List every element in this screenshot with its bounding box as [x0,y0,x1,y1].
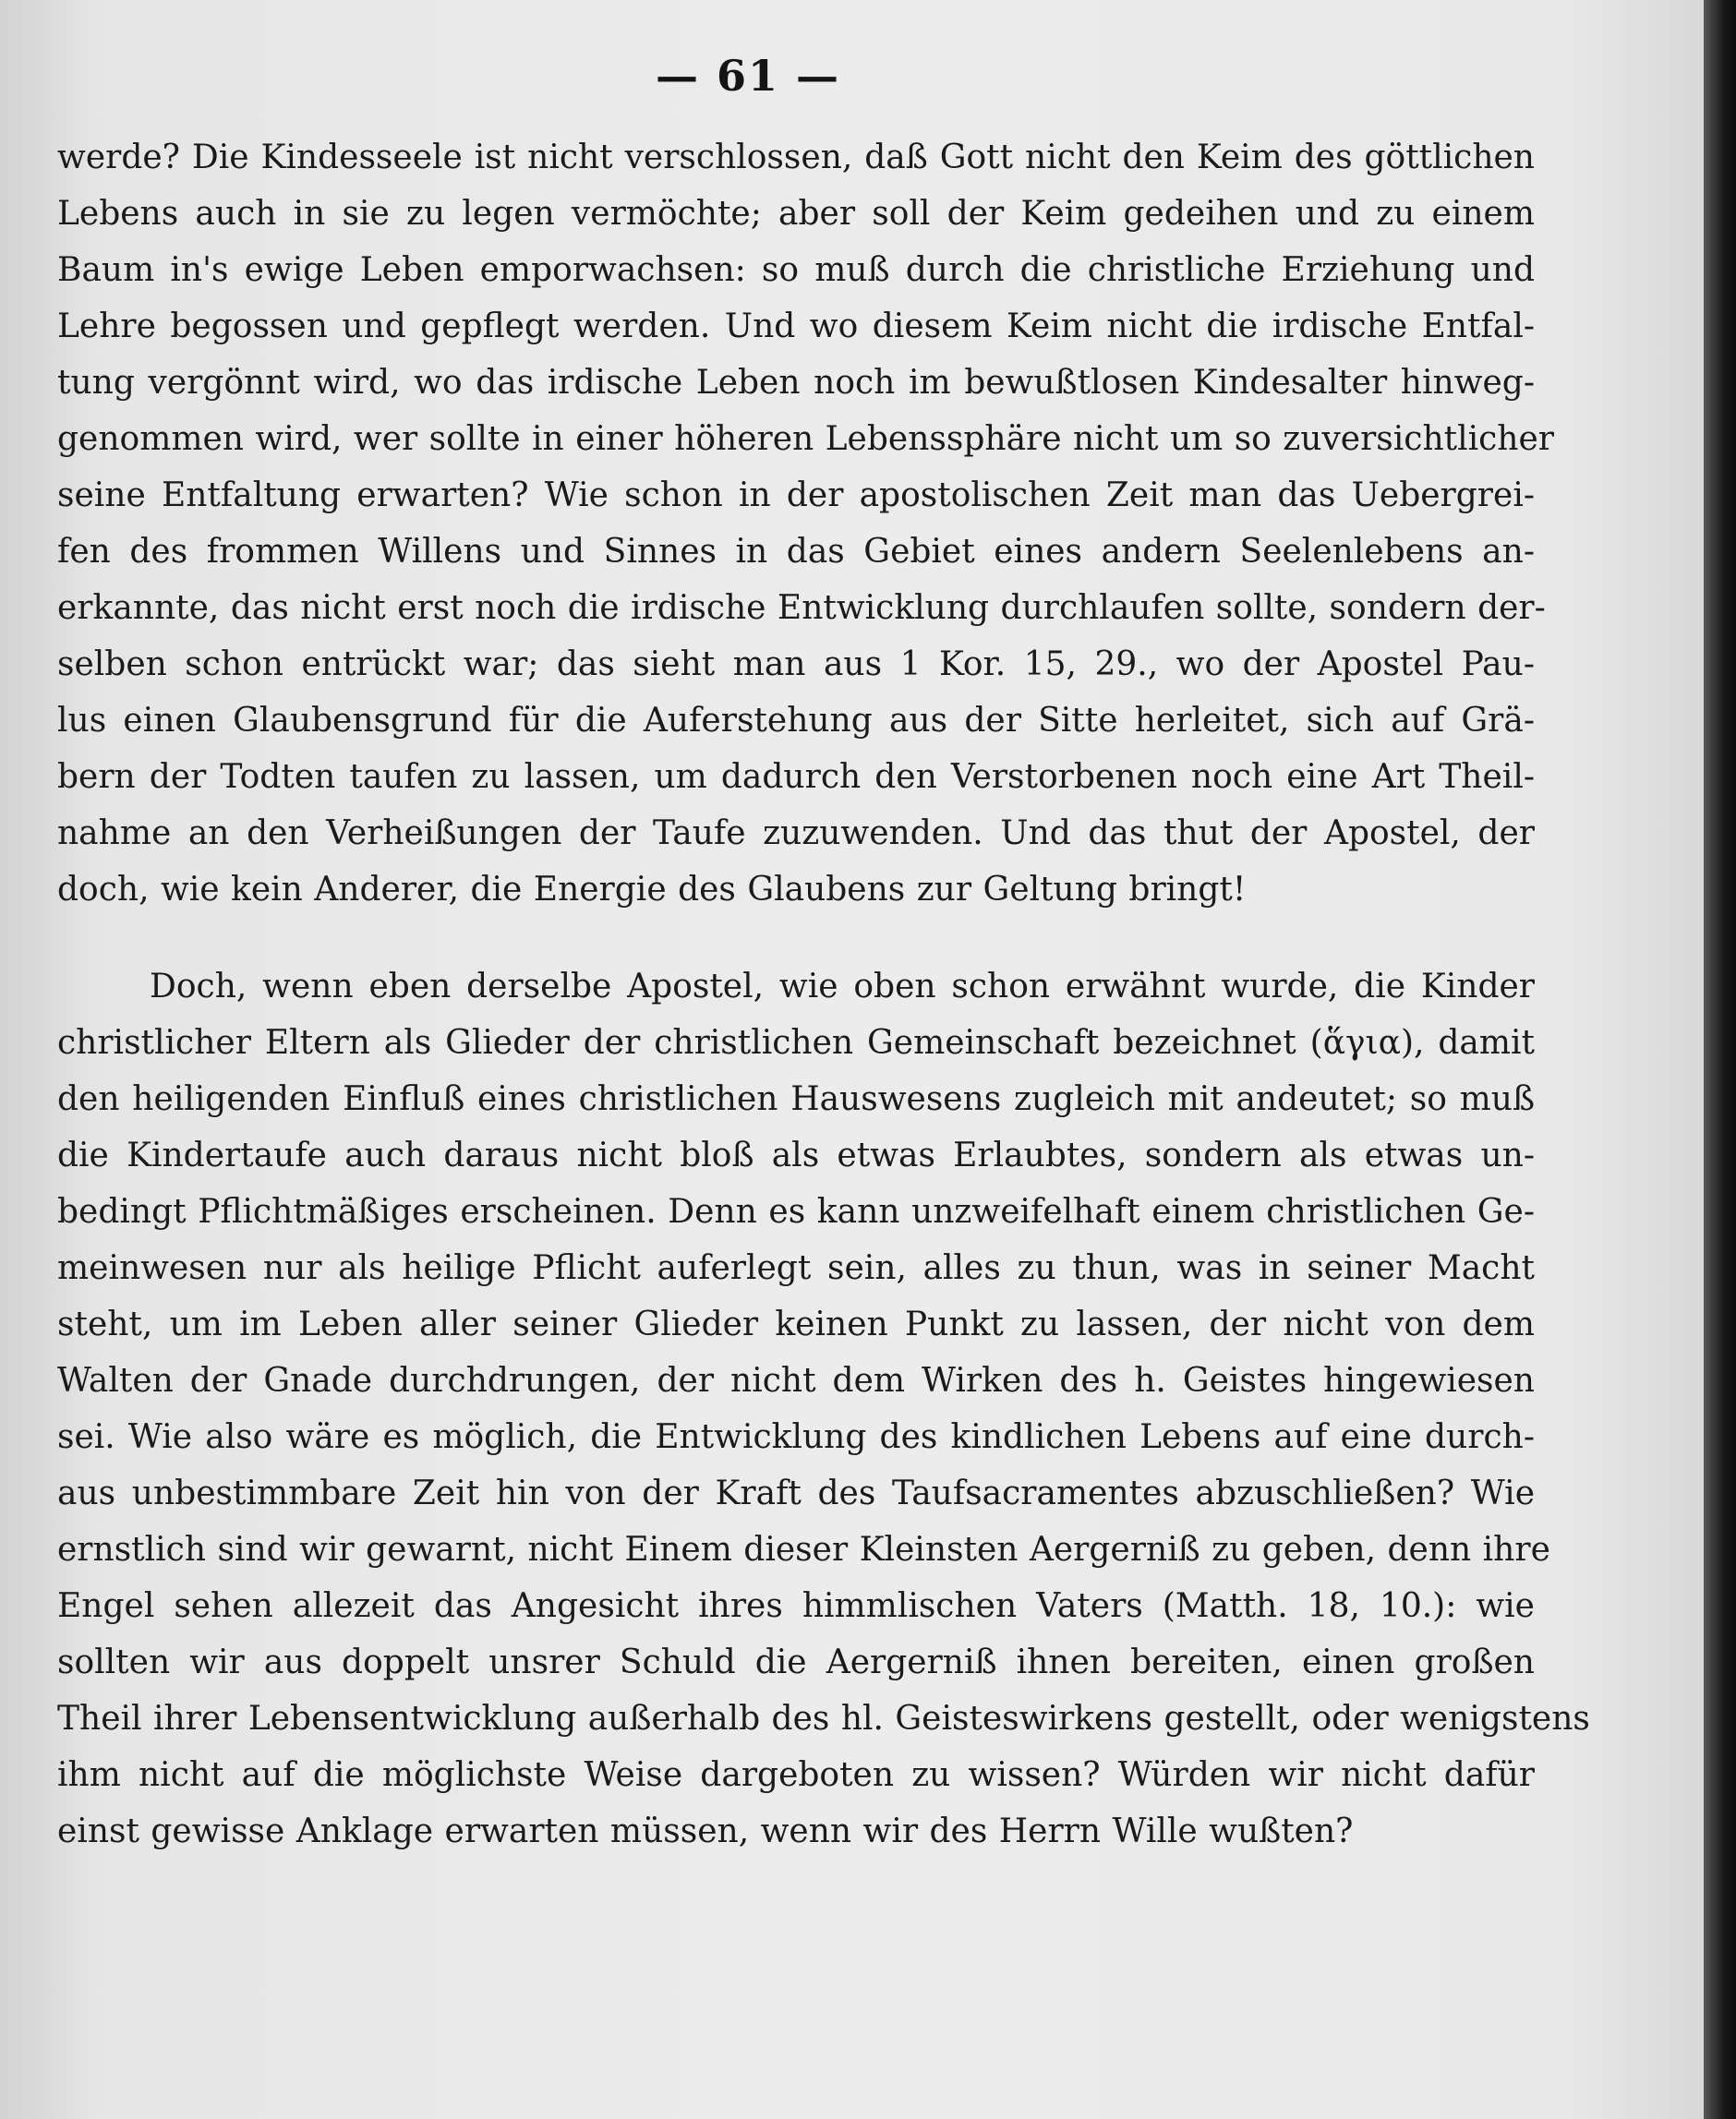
body-text [57,129,1590,1860]
text-line: seine Entfaltung erwarten? Wie schon in der apostolischen Zeit man das Uebergrei- [57,476,1535,514]
text-line: erkannte, das nicht erst noch die irdische Entwicklung durchlaufen sollte, sondern der- [57,589,1546,627]
text-line: Lebens auch in sie zu legen vermöchte; aber soll der Keim gedeihen und zu einem [57,195,1535,233]
page-number-header: — 61 — [655,51,841,101]
text-line: Walten der Gnade durchdrungen, der nicht dem Wirken des h. Geistes hingewiesen [57,1362,1535,1400]
text-line: einst gewisse Anklage erwarten müssen, wenn wir des Herrn Wille wußten? [57,1812,1354,1850]
text-line: Doch, wenn eben derselbe Apostel, wie oben schon erwähnt wurde, die Kinder [150,968,1535,1005]
text-line: nahme an den Verheißungen der Taufe zuzuwenden. Und das thut der Apostel, der [57,814,1535,852]
text-line: tung vergönnt wird, wo das irdische Leben noch im bewußtlosen Kindesalter hinweg- [57,364,1535,402]
text-line: christlicher Eltern als Glieder der christlichen Gemeinschaft bezeichnet (ἅγια), damit [57,1024,1535,1062]
text-line: die Kindertaufe auch daraus nicht bloß als etwas Erlaubtes, sondern als etwas un- [57,1137,1535,1174]
text-line: ihm nicht auf die möglichste Weise dargeboten zu wissen? Würden wir nicht dafür [57,1756,1535,1794]
text-line: Lehre begossen und gepflegt werden. Und wo diesem Keim nicht die irdische Entfal- [57,307,1535,345]
text-line: selben schon entrückt war; das sieht man aus 1 Kor. 15, 29., wo der Apostel Pau- [57,645,1535,683]
text-line: fen des frommen Willens und Sinnes in das Gebiet eines andern Seelenlebens an- [57,533,1535,571]
text-line: Baum in's ewige Leben emporwachsen: so muß durch die christliche Erziehung und [57,251,1535,289]
text-line: den heiligenden Einfluß eines christlichen Hauswesens zugleich mit andeutet; so muß [57,1080,1535,1118]
text-line: doch, wie kein Anderer, die Energie des Glaubens zur Geltung bringt! [57,871,1247,909]
text-line: lus einen Glaubensgrund für die Auferstehung aus der Sitte herleitet, sich auf Grä- [57,702,1535,740]
text-line: sei. Wie also wäre es möglich, die Entwicklung des kindlichen Lebens auf eine durch- [57,1418,1535,1456]
text-line: sollten wir aus doppelt unsrer Schuld die Aergerniß ihnen bereiten, einen großen [57,1643,1535,1681]
text-line: ernstlich sind wir gewarnt, nicht Einem dieser Kleinsten Aergerniß zu geben, denn ihre [57,1531,1550,1569]
text-line: werde? Die Kindesseele ist nicht verschlossen, daß Gott nicht den Keim des göttlichen [57,138,1535,176]
text-line: steht, um im Leben aller seiner Glieder keinen Punkt zu lassen, der nicht von dem [57,1306,1535,1343]
text-line: aus unbestimmbare Zeit hin von der Kraft des Taufsacramentes abzuschließen? Wie [57,1475,1535,1512]
paragraph-2 [57,958,1590,1860]
paragraph-1 [57,129,1554,918]
text-line: bedingt Pflichtmäßiges erscheinen. Denn es kann unzweifelhaft einem christlichen Ge- [57,1193,1535,1231]
text-line: meinwesen nur als heilige Pflicht auferlegt sein, alles zu thun, was in seiner Macht [57,1249,1535,1287]
text-line: Theil ihrer Lebensentwicklung außerhalb des hl. Geisteswirkens gestellt, oder wenigstens [57,1700,1590,1738]
text-line: bern der Todten taufen zu lassen, um dadurch den Verstorbenen noch eine Art Theil- [57,758,1535,796]
text-line: Engel sehen allezeit das Angesicht ihres himmlischen Vaters (Matth. 18, 10.): wie [57,1587,1535,1625]
page-edge-shadow [1704,0,1736,2119]
text-line: genommen wird, wer sollte in einer höheren Lebenssphäre nicht um so zuversichtlicher [57,420,1554,458]
